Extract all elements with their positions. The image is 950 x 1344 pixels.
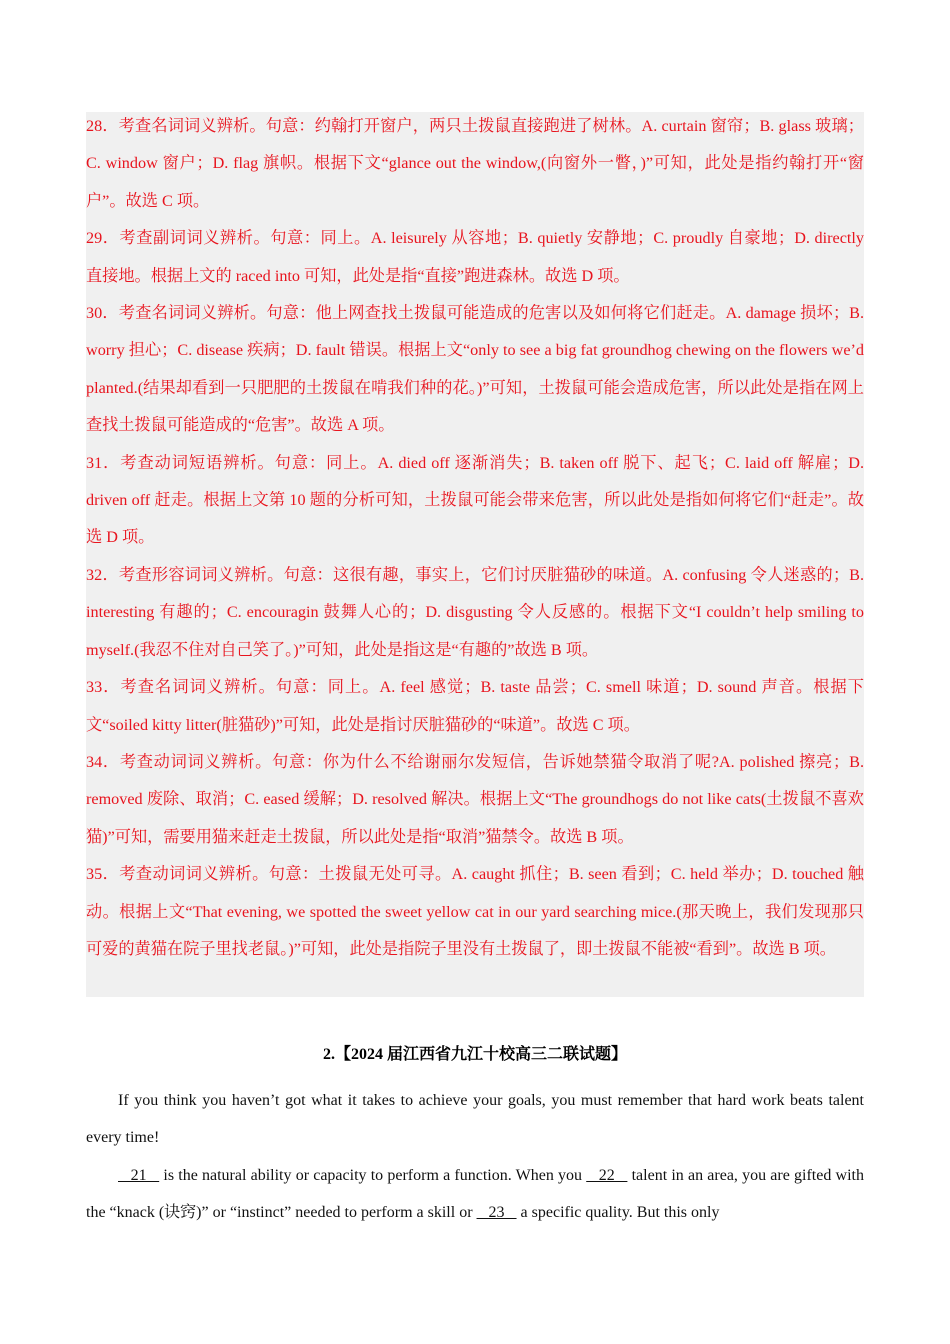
passage-paragraph-1: If you think you haven’t got what it takes to achieve your goals, you must remember that hard work beats talent every time! [86,1092,864,1147]
answer-28: 28．考查名词词义辨析。句意：约翰打开窗户，两只土拨鼠直接跑进了树林。A. curtain 窗帘；B. glass 玻璃；C. window 窗户；D. flag 旗帜。根据下文“glance out the window,(向窗外一瞥，)”可知，此处是指约翰打开“窗户”。故选 C 项。 [86,117,864,210]
passage-paragraph-2 [86,1157,864,1232]
answer-30: 30．考查名词词义辨析。句意：他上网查找土拨鼠可能造成的危害以及如何将它们赶走。A. damage 损坏；B. worry 担心；C. disease 疾病；D. fault 错误。根据上文“only to see a big fat groundhog chewing on the flowers we’d planted.(结果却看到一只肥肥的土拨鼠在啃我们种的花。)”可知，土拨鼠可能会造成危害，所以此处是指在网上查找土拨鼠可能造成的“危害”。故选 A 项。 [86,304,864,435]
section-title: 2.【2024 届江西省九江十校高三二联试题】 [322,1046,627,1063]
answer-34: 34．考查动词词义辨析。句意：你为什么不给谢丽尔发短信，告诉她禁猫令取消了呢?A. polished 擦亮；B. removed 废除、取消；C. eased 缓解；D. resolved 解决。根据上文“The groundhogs do not like cats(土拨鼠不喜欢猫)”可知，需要用猫来赶走土拨鼠，所以此处是指“取消”猫禁令。故选 B 项。 [86,752,864,846]
passage-text: is the natural ability or capacity to perform a function. When you [159,1166,587,1184]
answer-32: 32．考查形容词词义辨析。句意：这很有趣，事实上，它们讨厌脏猫砂的味道。A. confusing 令人迷惑的；B. interesting 有趣的；C. encouragin 鼓舞人心的；D. disgusting 令人反感的。根据下文“I couldn’t help smiling to myself.(我忍不住对自己笑了。)”可知，此处是指这是“有趣的”故选 B 项。 [86,565,864,659]
answer-key [86,108,864,968]
blank-22: 22 [586,1166,628,1184]
blank-23: 23 [476,1204,517,1222]
answer-33: 33．考查名词词义辨析。句意：同上。A. feel 感觉；B. taste 品尝；C. smell 味道；D. sound 声音。根据下文“soiled kitty litter(脏猫砂)”可知，此处是指讨厌脏猫砂的“味道”。故选 C 项。 [86,678,864,734]
reading-passage [86,1082,864,1232]
passage-text: talent in an area, you are gifted with the “knack (诀窍)” or “instinct” needed to perform a skill or [86,1166,865,1222]
blank-21: 21 [118,1166,160,1184]
answer-29: 29．考查副词词义辨析。句意：同上。A. leisurely 从容地；B. quietly 安静地；C. proudly 自豪地；D. directly 直接地。根据上文的 raced into 可知，此处是指“直接”跑进森林。故选 D 项。 [86,229,864,285]
answer-31: 31．考查动词短语辨析。句意：同上。A. died off 逐渐消失；B. taken off 脱下、起飞；C. laid off 解雇；D. driven off 赶走。根据上文第 10 题的分析可知，土拨鼠可能会带来危害，所以此处是指如何将它们“赶走”。故选 D 项。 [86,453,864,547]
answer-35: 35．考查动词词义辨析。句意：土拨鼠无处可寻。A. caught 抓住；B. seen 看到；C. held 举办；D. touched 触动。根据上文“That evening, we spotted the sweet yellow cat in our yard searching mice.(那天晚上，我们发现那只可爱的黄猫在院子里找老鼠。)”可知，此处是指院子里没有土拨鼠了，即土拨鼠不能被“看到”。故选 B 项。 [86,865,864,958]
passage-text: a specific quality. But this only [516,1204,720,1222]
